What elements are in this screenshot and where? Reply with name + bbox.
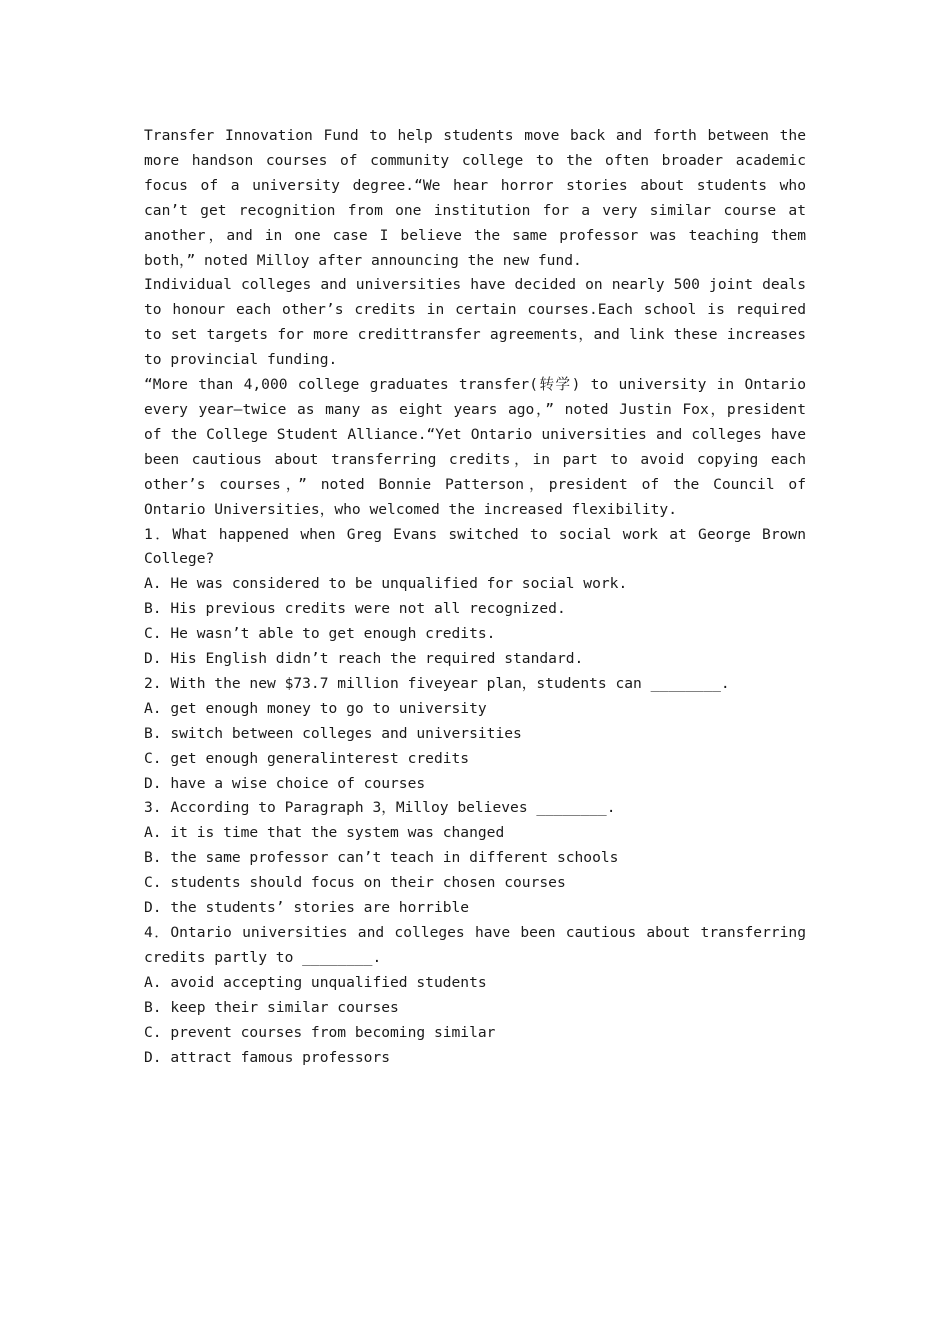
question-stem: 3. According to Paragraph 3，Milloy believes ________. xyxy=(144,799,616,817)
question-stem: 1．What happened when Greg Evans switched to social work at George Brown College? xyxy=(144,525,806,568)
answer-option: A. avoid accepting unqualified students xyxy=(144,973,487,991)
question-4 xyxy=(144,921,806,1070)
document-page xyxy=(144,124,806,1070)
question-3 xyxy=(144,796,806,921)
answer-option: B. the same professor can’t teach in different schools xyxy=(144,849,619,867)
answer-option: B. switch between colleges and universities xyxy=(144,724,522,742)
answer-option: A. get enough money to go to university xyxy=(144,699,487,717)
answer-option: C. students should focus on their chosen courses xyxy=(144,874,566,892)
passage-paragraph-1: Transfer Innovation Fund to help students move back and forth between the more handson courses of community college to the often broader academic focus of a university degree.“We hear horror stories about students who can’t get recognition from one institution for a very similar course at another，and in one case I believe the same professor was teaching them both，” noted Milloy after announcing the new fund. xyxy=(144,127,806,269)
passage-paragraph-2: Individual colleges and universities have decided on nearly 500 joint deals to honour each other’s credits in certain courses.Each school is required to set targets for more credittransfer agreements，and link these increases to provincial funding. xyxy=(144,276,806,369)
answer-option: D. have a wise choice of courses xyxy=(144,774,426,792)
answer-option: D. the students’ stories are horrible xyxy=(144,899,470,917)
answer-option: C. get enough generalinterest credits xyxy=(144,749,470,767)
answer-option: A. it is time that the system was changed xyxy=(144,824,505,842)
answer-option: B. keep their similar courses xyxy=(144,998,399,1016)
question-stem: 2. With the new $73.7 million fiveyear plan，students can ________. xyxy=(144,674,730,692)
answer-option: D. attract famous professors xyxy=(144,1048,391,1066)
question-2 xyxy=(144,672,806,797)
answer-option: C. He wasn’t able to get enough credits. xyxy=(144,625,496,643)
answer-option: D. His English didn’t reach the required standard. xyxy=(144,650,584,668)
passage-paragraph-3: “More than 4,000 college graduates transfer(转学) to university in Ontario every year—twice as many as eight years ago，” noted Justin Fox，president of the College Student Alliance.“Yet Ontario universities and colleges have been cautious about transferring credits，in part to avoid copying each other’s courses，” noted Bonnie Patterson，president of the Council of Ontario Universities，who welcomed the increased flexibility. xyxy=(144,376,806,518)
answer-option: A. He was considered to be unqualified for social work. xyxy=(144,575,628,593)
question-stem: 4．Ontario universities and colleges have been cautious about transferring credits partly to ________. xyxy=(144,924,806,966)
answer-option: C. prevent courses from becoming similar xyxy=(144,1023,496,1041)
answer-option: B. His previous credits were not all recognized. xyxy=(144,600,566,618)
question-1 xyxy=(144,523,806,672)
